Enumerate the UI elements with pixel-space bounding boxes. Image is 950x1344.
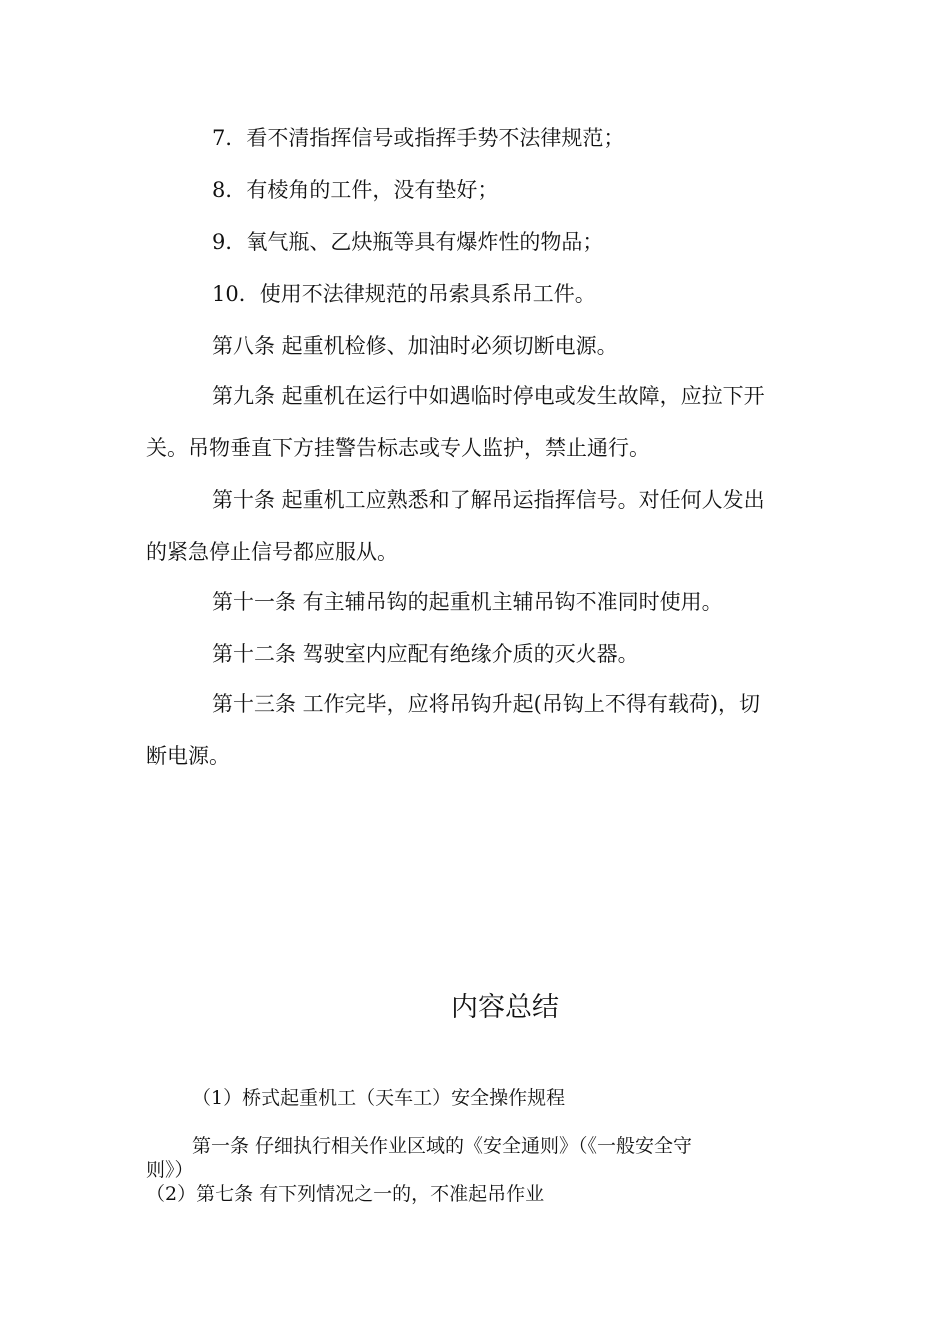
article-13-line-1: 第十三条 工作完毕，应将吊钩升起(吊钩上不得有载荷)，切 [212, 692, 761, 716]
summary-line-1: （1）桥式起重机工（天车工）安全操作规程 [192, 1087, 566, 1109]
list-item-9: 9．氧气瓶、乙炔瓶等具有爆炸性的物品； [212, 230, 604, 254]
summary-line-3: （2）第七条 有下列情况之一的，不准起吊作业 [146, 1183, 545, 1205]
article-8: 第八条 起重机检修、加油时必须切断电源。 [212, 334, 618, 358]
article-9-line-2: 关。吊物垂直下方挂警告标志或专人监护，禁止通行。 [146, 436, 650, 460]
article-12: 第十二条 驾驶室内应配有绝缘介质的灭火器。 [212, 642, 639, 666]
summary-title: 内容总结 [451, 992, 559, 1023]
article-13-line-2: 断电源。 [146, 744, 230, 768]
list-item-8: 8．有棱角的工件，没有垫好； [212, 178, 499, 202]
article-9-line-1: 第九条 起重机在运行中如遇临时停电或发生故障，应拉下开 [212, 384, 765, 408]
summary-line-2a: 第一条 仔细执行相关作业区域的《安全通则》（《一般安全守 [192, 1135, 693, 1157]
article-10-line-1: 第十条 起重机工应熟悉和了解吊运指挥信号。对任何人发出 [212, 488, 765, 512]
summary-line-2b: 则》） [146, 1159, 194, 1181]
article-11: 第十一条 有主辅吊钩的起重机主辅吊钩不准同时使用。 [212, 590, 723, 614]
article-10 [146, 474, 810, 578]
list-item-7: 7．看不清指挥信号或指挥手势不法律规范； [212, 126, 625, 150]
article-13 [146, 678, 810, 782]
list-item-10: 10．使用不法律规范的吊索具系吊工件。 [212, 282, 596, 306]
article-10-line-2: 的紧急停止信号都应服从。 [146, 540, 398, 564]
article-9 [146, 370, 810, 474]
